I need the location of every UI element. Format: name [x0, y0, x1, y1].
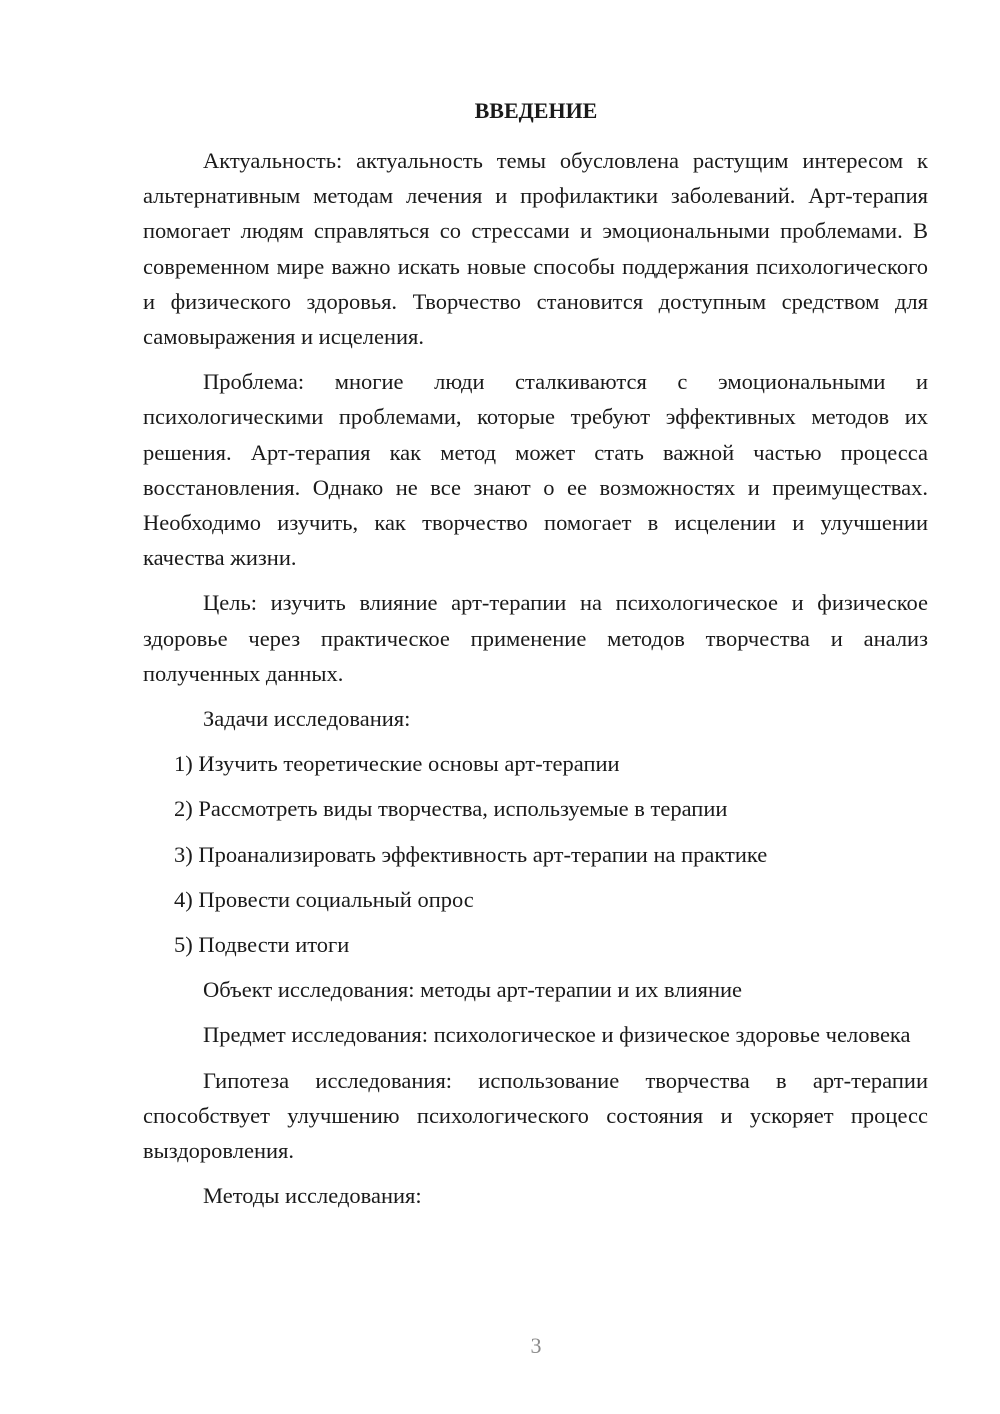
methods-title: Методы исследования: [203, 1183, 422, 1209]
paragraph-subject: Предмет исследования: психологическое и физическое здоровье человека [203, 1022, 911, 1048]
list-item: 3) Проанализировать эффективность арт-терапии на практике [174, 841, 768, 867]
list-item: 1) Изучить теоретические основы арт-терапии [174, 751, 620, 777]
paragraph-relevance: Актуальность: актуальность темы обусловлена растущим интересом к альтернативным методам лечения и профилактики заболеваний. Арт-терапия помогает людям справляться со стрессами и эмоциональными проблемами. В современном мире важно искать новые способы поддержания психологического и физического здоровья. Творчество становится доступным средством для самовыражения и исцеления. [143, 148, 928, 350]
list-item: 5) Подвести итоги [174, 932, 350, 958]
tasks-title: Задачи исследования: [203, 706, 411, 732]
paragraph-problem: Проблема: многие люди сталкиваются с эмоциональными и психологическими проблемами, которые требуют эффективных методов их решения. Арт-терапия как метод может стать важной частью процесса восстановления. Однако не все знают о ее возможностях и преимуществах. Необходимо изучить, как творчество помогает в исцелении и улучшении качества жизни. [143, 369, 928, 571]
paragraph-hypothesis: Гипотеза исследования: использование творчества в арт-терапии способствует улучшению психологического состояния и ускоряет процесс выздоровления. [143, 1067, 928, 1164]
paragraph-object: Объект исследования: методы арт-терапии и их влияние [203, 977, 743, 1003]
paragraph-goal: Цель: изучить влияние арт-терапии на психологическое и физическое здоровье через практическое применение методов творчества и анализ полученных данных. [143, 590, 928, 686]
page-number: 3 [530, 1333, 542, 1358]
list-item: 4) Провести социальный опрос [174, 886, 474, 912]
list-item: 2) Рассмотреть виды творчества, используемые в терапии [174, 796, 728, 822]
body-text [143, 143, 928, 1213]
page-title: ВВЕДЕНИЕ [474, 98, 598, 123]
